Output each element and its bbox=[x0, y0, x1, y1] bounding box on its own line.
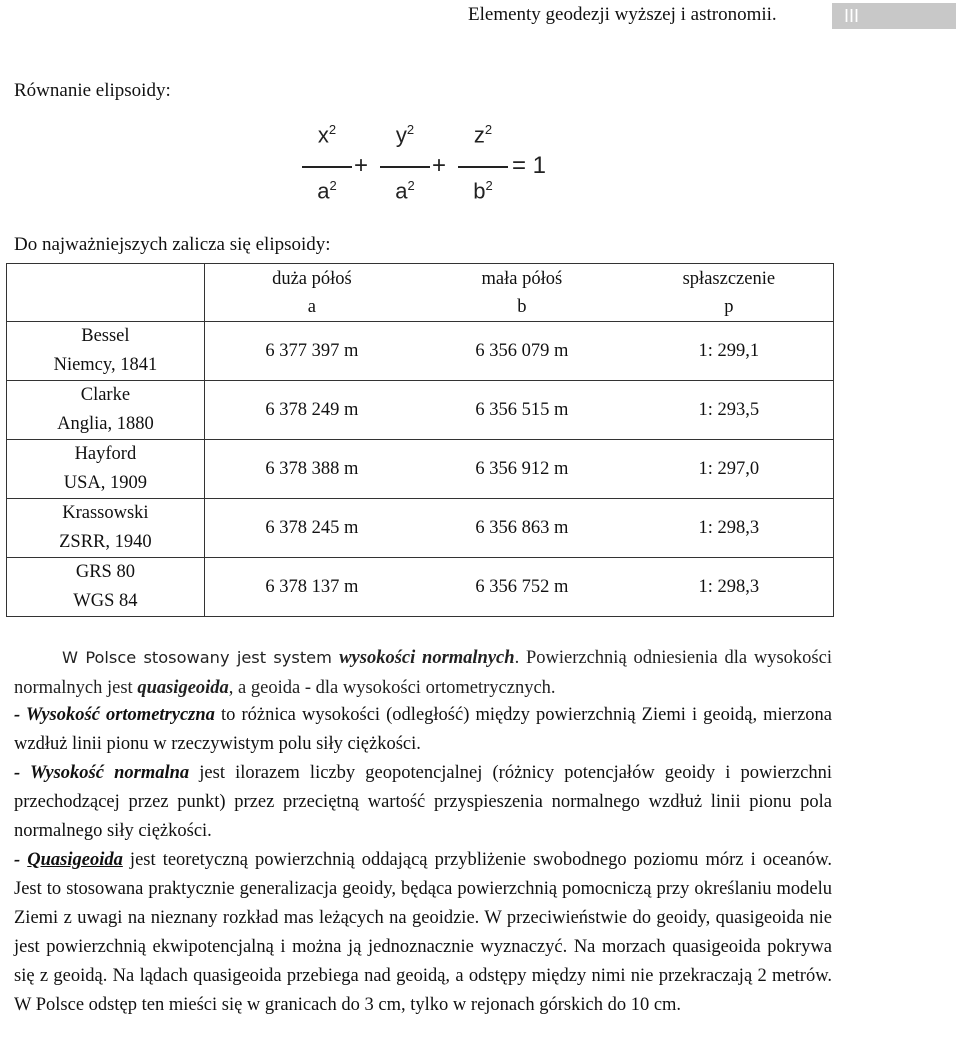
normal-heights-paragraph bbox=[14, 643, 832, 703]
semimajor-value: 6 378 388 m bbox=[204, 440, 419, 499]
table-row bbox=[7, 440, 834, 499]
header-semiminor-axis bbox=[419, 264, 625, 322]
ellipsoid-name: Clarke bbox=[80, 385, 131, 405]
semiminor-value: 6 356 079 m bbox=[419, 322, 625, 381]
header-empty-cell bbox=[7, 264, 205, 322]
x-variable: x bbox=[317, 122, 329, 148]
header-semimajor-axis bbox=[204, 264, 419, 322]
fraction-bar bbox=[458, 166, 508, 168]
ellipsoid-region: ZSRR, 1940 bbox=[59, 532, 152, 552]
semimajor-value: 6 378 245 m bbox=[204, 499, 419, 558]
ellipsoid-name: Hayford bbox=[74, 444, 137, 464]
header-flattening bbox=[625, 264, 834, 322]
table-row bbox=[7, 499, 834, 558]
ellipsoids-table bbox=[6, 263, 834, 617]
column-symbol: p bbox=[724, 297, 734, 317]
ellipsoid-region: Anglia, 1880 bbox=[57, 414, 154, 434]
orthometric-height-paragraph bbox=[14, 701, 832, 759]
ellipsoid-region: Niemcy, 1841 bbox=[53, 355, 158, 375]
semiminor-value: 6 356 912 m bbox=[419, 440, 625, 499]
table-row bbox=[7, 322, 834, 381]
fraction-x-over-a bbox=[298, 118, 356, 210]
ellipsoid-name: Bessel bbox=[81, 326, 130, 346]
equals-one: = 1 bbox=[512, 152, 547, 179]
plus-sign: + bbox=[432, 152, 447, 179]
b-variable: b bbox=[473, 178, 486, 204]
ellipsoid-name-cell bbox=[7, 381, 205, 440]
exponent: 2 bbox=[485, 178, 493, 193]
ellipsoid-name-cell bbox=[7, 499, 205, 558]
intro-text: W Polsce stosowany jest system bbox=[62, 648, 340, 667]
semiminor-value: 6 356 863 m bbox=[419, 499, 625, 558]
column-label: mała półoś bbox=[481, 269, 563, 289]
ellipsoids-list-heading: Do najważniejszych zalicza się elipsoidy: bbox=[14, 234, 331, 255]
a-variable: a bbox=[395, 178, 408, 204]
exponent: 2 bbox=[407, 178, 415, 193]
quasigeoid-paragraph bbox=[14, 846, 832, 1020]
ellipsoid-name-cell bbox=[7, 322, 205, 381]
z-variable: z bbox=[473, 122, 485, 148]
flattening-value: 1: 299,1 bbox=[625, 322, 834, 381]
a-variable: a bbox=[317, 178, 330, 204]
column-label: duża półoś bbox=[272, 269, 352, 289]
exponent: 2 bbox=[329, 178, 337, 193]
exponent: 2 bbox=[406, 122, 415, 137]
fraction-bar bbox=[302, 166, 352, 168]
flattening-value: 1: 298,3 bbox=[625, 499, 834, 558]
table-row bbox=[7, 381, 834, 440]
quasigeoid-definition: jest teoretyczną powierzchnią oddającą przybliżenie swobodnego poziomu mórz i oceanów. Jest to stosowana praktycznie generalizacja geoidy, będąca powierzchnią pomocniczą przy określaniu modelu Ziemi z uwagi na nieznany rozkład mas leżących na geoidzie. W przeciwieństwie do geoidy, quasigeoida nie jest powierzchnią ekwipotencjalną i można ją jednoznacznie wyznaczyć. Na morzach quasigeoida pokrywa się z geoidą. Na lądach quasigeoida przebiega nad geoidą, a odstępy między nimi nie przekraczają 2 metrów. W Polsce odstęp ten mieści się w granicach do 3 cm, tylko w rejonach górskich do 10 cm. bbox=[14, 850, 832, 1015]
normal-height-term: - Wysokość normalna bbox=[14, 763, 190, 783]
semimajor-value: 6 378 137 m bbox=[204, 558, 419, 617]
intro-text-continued: . Powierzchnią odniesienia dla wysokości normalnych jest bbox=[14, 648, 832, 698]
ellipsoid-name: GRS 80 bbox=[75, 562, 135, 582]
y-variable: y bbox=[395, 122, 407, 148]
ellipsoid-region: WGS 84 bbox=[73, 591, 138, 611]
orthometric-height-definition: to różnica wysokości (odległość) między powierzchnią Ziemi i geoidą, mierzona wzdłuż linii pionu w rzeczywistym polu siły ciężkości. bbox=[14, 705, 832, 754]
exponent: 2 bbox=[328, 122, 337, 137]
ellipsoid-region: USA, 1909 bbox=[63, 473, 148, 493]
semiminor-value: 6 356 515 m bbox=[419, 381, 625, 440]
ellipsoid-equation-heading: Równanie elipsoidy: bbox=[14, 80, 171, 101]
ellipsoid-name-cell bbox=[7, 558, 205, 617]
fraction-bar bbox=[380, 166, 430, 168]
table-row bbox=[7, 558, 834, 617]
chapter-marker-box: III bbox=[832, 3, 956, 29]
intro-text-end: , a geoida - dla wysokości ortometrycznych. bbox=[228, 678, 556, 698]
semimajor-value: 6 378 249 m bbox=[204, 381, 419, 440]
normal-heights-term: wysokości normalnych bbox=[339, 648, 515, 668]
semimajor-value: 6 377 397 m bbox=[204, 322, 419, 381]
flattening-value: 1: 297,0 bbox=[625, 440, 834, 499]
table-header-row bbox=[7, 264, 834, 322]
column-symbol: b bbox=[517, 297, 527, 317]
quasigeoid-term: quasigeoida bbox=[137, 678, 229, 698]
normal-height-definition: jest ilorazem liczby geopotencjalnej (różnicy potencjałów geoidy i powierzchni przechodzącej przez punkt) przez przeciętną wartość przyspieszenia normalnego wzdłuż linii pionu pola normalnego siły ciężkości. bbox=[14, 763, 832, 841]
column-symbol: a bbox=[307, 297, 316, 317]
exponent: 2 bbox=[484, 122, 493, 137]
flattening-value: 1: 298,3 bbox=[625, 558, 834, 617]
ellipsoid-name: Krassowski bbox=[62, 503, 149, 523]
ellipsoid-equation bbox=[292, 118, 552, 210]
document-header-title: Elementy geodezji wyższej i astronomii. bbox=[468, 4, 777, 25]
semiminor-value: 6 356 752 m bbox=[419, 558, 625, 617]
fraction-z-over-b bbox=[454, 118, 512, 210]
plus-sign: + bbox=[354, 152, 369, 179]
dash: - bbox=[14, 850, 28, 870]
quasigeoid-heading-term: Quasigeoida bbox=[27, 850, 123, 870]
ellipsoid-name-cell bbox=[7, 440, 205, 499]
column-label: spłaszczenie bbox=[682, 269, 776, 289]
flattening-value: 1: 293,5 bbox=[625, 381, 834, 440]
normal-height-paragraph bbox=[14, 759, 832, 846]
orthometric-height-term: - Wysokość ortometryczna bbox=[14, 705, 215, 725]
fraction-y-over-a bbox=[376, 118, 434, 210]
